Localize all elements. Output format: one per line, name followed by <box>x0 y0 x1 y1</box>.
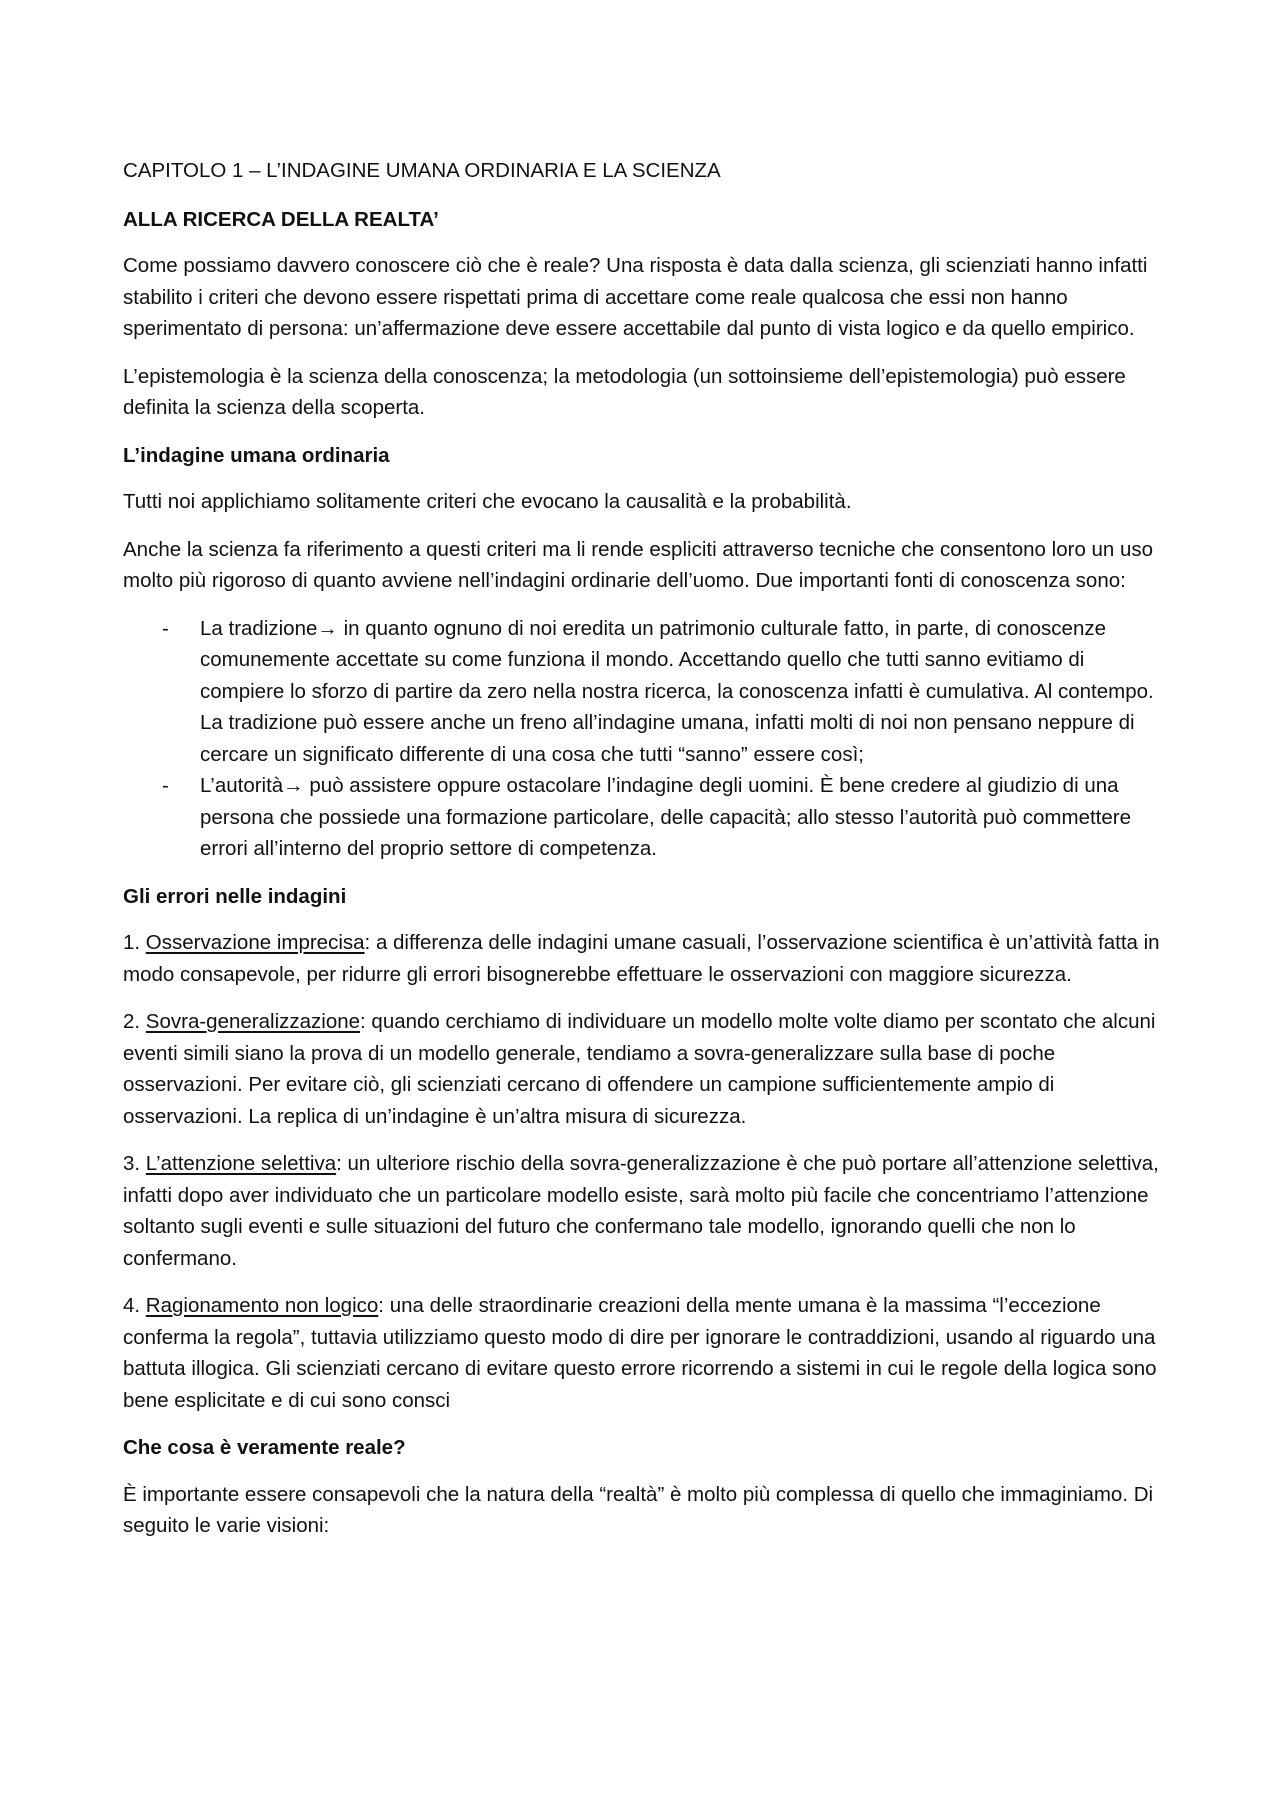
error-number: 2. <box>123 1010 146 1033</box>
paragraph: È importante essere consapevoli che la natura della “realtà” è molto più complessa di quello che immaginiamo. Di seguito le varie visioni: <box>123 1482 1154 1537</box>
error-item <box>123 1006 1168 1132</box>
error-term: Sovra-generalizzazione <box>145 1010 361 1033</box>
error-term: Osservazione imprecisa <box>145 931 365 954</box>
error-text: : una delle straordinarie creazioni della mente umana è la massima “l’eccezione conferma la regola”, tuttavia utilizziamo questo modo di dire per ignorare le contraddizioni, usando al riguardo una battuta illogica. Gli scienziati cercano di evitare questo errore ricorrendo a sistemi in cui le regole della logica sono bene esplicitate e di cui sono consci <box>123 1294 1157 1412</box>
arrow-right-icon: → <box>283 774 304 797</box>
arrow-right-icon: → <box>317 616 338 640</box>
section-heading-reality: ALLA RICERCA DELLA REALTA’ <box>123 207 439 231</box>
chapter-title: CAPITOLO 1 – L’INDAGINE UMANA ORDINARIA E LA SCIENZA <box>123 159 721 182</box>
error-term: Ragionamento non logico <box>145 1294 379 1317</box>
list-item <box>123 770 1168 865</box>
paragraph: Anche la scienza fa riferimento a questi criteri ma li rende espliciti attraverso tecniche che consentono loro un uso molto più rigoroso di quanto avviene nell’indagini ordinarie dell’uomo. Due importanti fonti di conoscenza sono: <box>123 537 1154 592</box>
list-item-term: L’autorità <box>200 774 284 797</box>
paragraph: Come possiamo davvero conoscere ciò che è reale? Una risposta è data dalla scienza, gli scienziati hanno infatti stabilito i criteri che devono essere rispettati prima di accettare come reale qualcosa che essi non hanno sperimentato di persona: un’affermazione deve essere accettabile dal punto di vista logico e da quello empirico. <box>123 254 1148 340</box>
error-number: 3. <box>123 1152 146 1175</box>
paragraph: Tutti noi applichiamo solitamente criteri che evocano la causalità e la probabilità. <box>123 490 852 513</box>
list-item <box>123 613 1168 771</box>
knowledge-sources-list <box>123 613 1168 865</box>
dash-bullet: - <box>162 774 169 797</box>
section-heading-what-is-real: Che cosa è veramente reale? <box>123 1436 406 1459</box>
paragraph: L’epistemologia è la scienza della conoscenza; la metodologia (un sottoinsieme dell’epistemologia) può essere definita la scienza della scoperta. <box>123 364 1126 419</box>
error-text: : un ulteriore rischio della sovra-generalizzazione è che può portare all’attenzione selettiva, infatti dopo aver individuato che un particolare modello esiste, sarà molto più facile che concentriamo l’attenzione soltanto sugli eventi e sulle situazioni del futuro che confermano tale modello, ignorando quelli che non lo confermano. <box>123 1152 1159 1270</box>
error-text: : quando cerchiamo di individuare un modello molte volte diamo per scontato che alcuni eventi simili siano la prova di un modello generale, tendiamo a sovra-generalizzare sulla base di poche osservazioni. Per evitare ciò, gli scienziati cercano di offendere un campione sufficientemente ampio di osservazioni. La replica di un’indagine è un’altra misura di sicurezza. <box>123 1010 1156 1128</box>
error-number: 1. <box>123 931 146 954</box>
document-page <box>123 155 1168 1558</box>
error-item <box>123 1148 1168 1274</box>
list-item-text: può assistere oppure ostacolare l’indagine degli uomini. È bene credere al giudizio di una persona che possiede una formazione particolare, delle capacità; allo stesso l’autorità può commettere errori all’interno del proprio settore di competenza. <box>200 774 1131 860</box>
error-text: : a differenza delle indagini umane casuali, l’osservazione scientifica è un’attività fatta in modo consapevole, per ridurre gli errori bisognerebbe effettuare le osservazioni con maggiore sicurezza. <box>123 931 1160 986</box>
section-heading-errors: Gli errori nelle indagini <box>123 884 347 908</box>
error-term: L’attenzione selettiva <box>145 1152 337 1175</box>
dash-bullet: - <box>162 616 169 640</box>
error-item <box>123 927 1168 990</box>
list-item-term: La tradizione <box>200 616 318 640</box>
list-item-text: in quanto ognuno di noi eredita un patrimonio culturale fatto, in parte, di conoscenze comunemente accettate su come funziona il mondo. Accettando quello che tutti sanno evitiamo di compiere lo sforzo di partire da zero nella nostra ricerca, la conoscenza infatti è cumulativa. Al contempo. La tradizione può essere anche un freno all’indagine umana, infatti molti di noi non pensano neppure di cercare un significato differente di una cosa che tutti “sanno” essere così; <box>200 616 1154 766</box>
error-number: 4. <box>123 1294 146 1317</box>
section-heading-ordinary-inquiry: L’indagine umana ordinaria <box>123 443 390 467</box>
error-item <box>123 1290 1168 1416</box>
